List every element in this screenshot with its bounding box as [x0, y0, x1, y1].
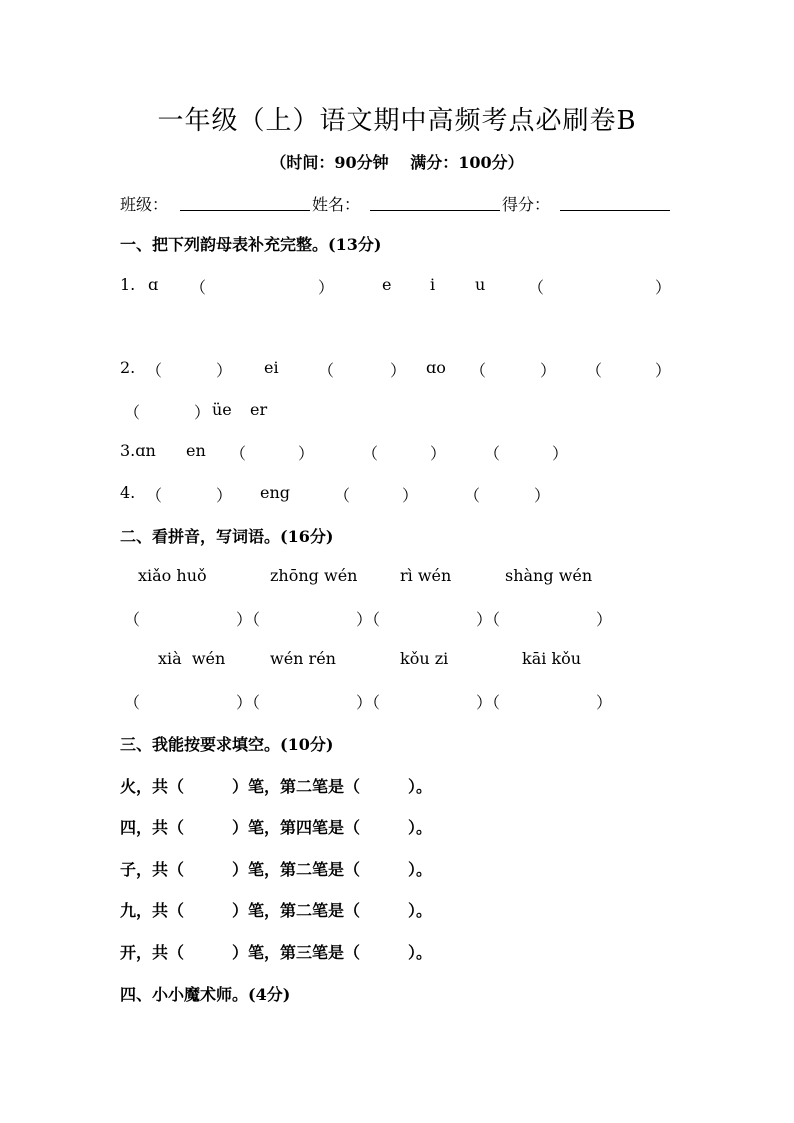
- stroke-item: [120, 774, 432, 797]
- s1-row1-paren-open: （: [190, 278, 207, 297]
- name-blank[interactable]: [370, 210, 500, 211]
- stroke-char: 九: [120, 901, 137, 920]
- s1-row2b-p5: （: [124, 403, 141, 422]
- pinyin-5: xià wén: [158, 649, 226, 668]
- pinyin-8: kāi kǒu: [522, 649, 582, 668]
- s1-row1-paren2-open: （: [528, 278, 545, 297]
- answer-blanks-row1[interactable]: （ ）（ ）（ ）（ ）: [124, 610, 613, 629]
- stroke-item: [120, 815, 432, 838]
- s1-row4-p3: （: [464, 486, 481, 505]
- s1-row2-p3c: ）: [540, 361, 557, 380]
- stroke-order: 第二笔: [280, 901, 329, 920]
- s1-row1-i: i: [430, 275, 436, 294]
- section3-heading: 三、我能按要求填空。(10分): [120, 735, 334, 754]
- s1-row2b-ue: üe: [212, 400, 232, 419]
- s1-row4-p3c: ）: [534, 486, 551, 505]
- stroke-char: 子: [120, 860, 137, 879]
- s1-row3-p1: （: [230, 444, 247, 463]
- pinyin-7: kǒu zi: [400, 649, 449, 668]
- stroke-shi[interactable]: 是（ ）。: [328, 860, 433, 879]
- s1-row3-an: 3.ɑn: [120, 441, 156, 460]
- s1-row2-p1c: ）: [216, 361, 233, 380]
- s1-row3-p2c: ）: [430, 444, 447, 463]
- s1-row2-ao: ɑo: [426, 358, 446, 377]
- stroke-order: 第二笔: [280, 860, 329, 879]
- s1-row2-p2c: ）: [390, 361, 407, 380]
- s1-row2-p4: （: [586, 361, 603, 380]
- score-label: 得分：: [502, 195, 551, 214]
- s1-row1-paren-close: ）: [318, 278, 335, 297]
- s1-row1-paren2-close: ）: [655, 278, 672, 297]
- s1-row4-p1c: ）: [216, 486, 233, 505]
- page-title: 一年级（上）语文期中高频考点必刷卷B: [157, 106, 637, 136]
- s1-row1-u: u: [475, 275, 486, 294]
- stroke-gong[interactable]: ，共（ ）笔，: [136, 818, 281, 837]
- s1-row4-p1: （: [146, 486, 163, 505]
- pinyin-3: rì wén: [400, 566, 452, 585]
- s1-row3-p1c: ）: [298, 444, 315, 463]
- answer-blanks-row2[interactable]: （ ）（ ）（ ）（ ）: [124, 693, 613, 712]
- stroke-shi[interactable]: 是（ ）。: [328, 818, 433, 837]
- s1-row2-ei: ei: [264, 358, 279, 377]
- s1-row2-num: 2.: [120, 358, 136, 377]
- s1-row3-p2: （: [362, 444, 379, 463]
- s1-row1-e: e: [382, 275, 392, 294]
- stroke-shi[interactable]: 是（ ）。: [328, 943, 433, 962]
- stroke-char: 火: [120, 777, 137, 796]
- s1-row1-a: ɑ: [148, 275, 159, 294]
- s1-row4-p2: （: [334, 486, 351, 505]
- s1-row1-num: 1.: [120, 275, 136, 294]
- name-label: 姓名：: [312, 195, 361, 214]
- stroke-order: 第四笔: [280, 818, 329, 837]
- s1-row2-p3: （: [470, 361, 487, 380]
- s1-row3-p3: （: [484, 444, 501, 463]
- score-blank[interactable]: [560, 210, 670, 211]
- stroke-gong[interactable]: ，共（ ）笔，: [136, 860, 281, 879]
- page-subtitle: （时间：90分钟 满分：100分）: [270, 153, 524, 172]
- s1-row2b-p5c: ）: [194, 403, 211, 422]
- stroke-shi[interactable]: 是（ ）。: [328, 777, 433, 796]
- class-label: 班级：: [120, 195, 169, 214]
- stroke-gong[interactable]: ，共（ ）笔，: [136, 777, 281, 796]
- s1-row2-p1: （: [146, 361, 163, 380]
- class-blank[interactable]: [180, 210, 310, 211]
- s1-row3-p3c: ）: [552, 444, 569, 463]
- stroke-shi[interactable]: 是（ ）。: [328, 901, 433, 920]
- section1-heading: 一、把下列韵母表补充完整。(13分): [120, 235, 382, 254]
- s1-row3-en: en: [186, 441, 206, 460]
- pinyin-2: zhōng wén: [270, 566, 358, 585]
- section4-heading: 四、小小魔术师。(4分): [120, 985, 291, 1004]
- s1-row4-num: 4.: [120, 483, 136, 502]
- section2-heading: 二、看拼音，写词语。(16分): [120, 527, 334, 546]
- stroke-char: 四: [120, 818, 137, 837]
- pinyin-4: shàng wén: [505, 566, 593, 585]
- s1-row4-p2c: ）: [402, 486, 419, 505]
- s1-row2-p4c: ）: [655, 361, 672, 380]
- stroke-gong[interactable]: ，共（ ）笔，: [136, 943, 281, 962]
- pinyin-1: xiǎo huǒ: [138, 566, 207, 585]
- stroke-item: [120, 940, 432, 963]
- stroke-item: [120, 898, 432, 921]
- stroke-item: [120, 857, 432, 880]
- stroke-order: 第二笔: [280, 777, 329, 796]
- s1-row2b-er: er: [250, 400, 268, 419]
- pinyin-6: wén rén: [270, 649, 336, 668]
- stroke-char: 开: [120, 943, 137, 962]
- stroke-order: 第三笔: [280, 943, 329, 962]
- s1-row4-eng: eng: [260, 483, 291, 502]
- s1-row2-p2: （: [318, 361, 335, 380]
- stroke-gong[interactable]: ，共（ ）笔，: [136, 901, 281, 920]
